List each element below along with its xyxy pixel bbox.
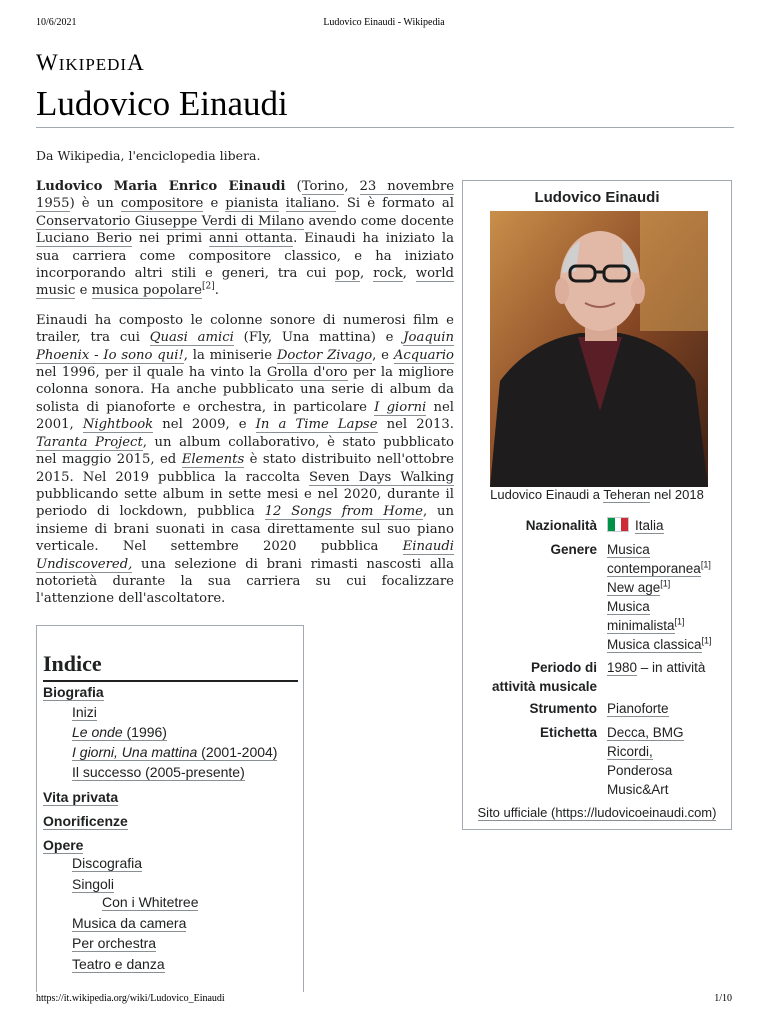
toc-item[interactable]: [72, 855, 142, 871]
text: Einaudi ha composto le colonne sonore di numerosi film e trailer, tra cui: [36, 312, 454, 346]
label-genere: Genere: [550, 542, 597, 557]
text: 12 Songs from Home: [264, 504, 423, 520]
link-genre-contemporanea[interactable]: [607, 542, 701, 577]
text: – in attività: [637, 660, 706, 675]
flag-stripe: [615, 518, 622, 531]
label-etichetta: Etichetta: [539, 725, 597, 740]
tagline: Da Wikipedia, l'enciclopedia libera.: [36, 148, 261, 163]
table-of-contents: [36, 625, 304, 992]
text: , la miniserie: [183, 347, 277, 363]
print-date: 10/6/2021: [36, 17, 77, 28]
text: Music&Art: [607, 782, 669, 797]
text: Ricordi,: [607, 744, 653, 759]
subject-name: Ludovico Maria Enrico Einaudi: [36, 179, 286, 194]
link-nightbook[interactable]: [83, 417, 153, 433]
wordmark-last: A: [127, 50, 145, 75]
link-decca-bmg-ricordi[interactable]: [607, 725, 684, 760]
toc-title: Indice: [43, 651, 298, 682]
link-teheran[interactable]: Teheran: [603, 487, 651, 502]
toc-link[interactable]: [72, 764, 245, 781]
text: Periodo di: [530, 660, 597, 675]
toc-label: Con i Whitetree: [102, 894, 199, 910]
wordmark-first: W: [36, 50, 59, 75]
toc-item[interactable]: [72, 704, 97, 720]
toc-label: Singoli: [72, 876, 115, 892]
text: nel 2013.: [377, 417, 454, 433]
print-title: Ludovico Einaudi - Wikipedia: [323, 17, 445, 28]
text: Quasi amici: [149, 330, 234, 346]
link-italia[interactable]: Italia: [635, 518, 664, 533]
link-world-music[interactable]: world music: [36, 266, 454, 299]
toc-link[interactable]: [43, 837, 83, 854]
text: .: [214, 283, 219, 299]
toc-label: Onorificenze: [43, 813, 128, 829]
text: ,: [402, 266, 416, 282]
label-nazionalita: Nazionalità: [525, 518, 597, 533]
genre-item: [607, 597, 729, 635]
toc-item[interactable]: [43, 684, 104, 700]
link-doctor-zivago[interactable]: [277, 348, 372, 364]
toc-item[interactable]: [72, 956, 165, 972]
photo-caption: [463, 487, 731, 502]
toc-link[interactable]: [72, 744, 277, 761]
genre-item: [607, 540, 729, 578]
toc-link[interactable]: [43, 813, 128, 830]
text: Musica: [607, 599, 650, 614]
infobox: [462, 180, 732, 830]
label-strumento: Strumento: [529, 701, 597, 716]
text: In a Time Lapse: [255, 417, 378, 433]
link-genre-classica[interactable]: Musica classica: [607, 637, 702, 652]
portrait-photo[interactable]: [490, 211, 708, 487]
value-etichetta: [607, 723, 729, 799]
toc-item[interactable]: [72, 915, 186, 931]
link-rock[interactable]: rock: [373, 266, 403, 282]
link-anni-ottanta[interactable]: anni ottanta: [209, 231, 294, 247]
toc-label: Discografia: [72, 855, 143, 871]
toc-link[interactable]: [72, 956, 165, 973]
toc-label: Le onde: [72, 724, 123, 740]
text: Ludovico Einaudi a: [490, 487, 604, 502]
wordmark-middle: IKIPEDI: [58, 55, 128, 74]
text: pubblicando sette album in sette mesi e nel 2020, durante il periodo di lockdown, pubblica: [36, 486, 454, 520]
text: Nightbook: [82, 417, 154, 433]
reference-2[interactable]: [2]: [201, 282, 215, 293]
intro-paragraph: [36, 178, 454, 300]
article-body: [36, 178, 454, 620]
toc-item[interactable]: [43, 813, 128, 829]
italy-flag-icon: [607, 517, 629, 532]
text: avendo come docente: [304, 213, 454, 229]
value-nazionalita: [607, 516, 729, 535]
text: e: [75, 283, 92, 299]
genre-item: [607, 635, 729, 654]
flag-stripe: [621, 518, 628, 531]
toc-link[interactable]: [72, 935, 156, 952]
link-berio[interactable]: Luciano Berio: [36, 231, 133, 247]
text: nel 2001,: [36, 399, 454, 433]
toc-label: Biografia: [43, 684, 104, 700]
text: . Si è formato al: [335, 196, 455, 212]
link-genre-new-age[interactable]: New age: [607, 580, 661, 595]
reference-1[interactable]: [1]: [700, 559, 711, 570]
toc-label: I giorni, Una mattina: [72, 744, 198, 760]
link-taranta-project[interactable]: [36, 435, 143, 451]
infobox-title: Ludovico Einaudi: [534, 189, 660, 206]
text: nei primi: [132, 231, 210, 247]
link-italiano[interactable]: italiano: [285, 196, 336, 212]
toc-link[interactable]: [43, 789, 118, 806]
toc-label: Teatro e danza: [72, 956, 165, 972]
link-pop[interactable]: pop: [335, 266, 361, 282]
toc-item[interactable]: [43, 837, 83, 853]
print-page-number: 1/10: [714, 993, 732, 1004]
text: ,: [360, 266, 374, 282]
text: Elements: [181, 452, 245, 468]
text: , un album collaborativo, è stato pubblicato nel maggio 2015, ed: [36, 434, 454, 468]
toc-label: Vita privata: [43, 789, 119, 805]
toc-link[interactable]: [102, 894, 198, 911]
link-birth-date[interactable]: 23 novembre 1955: [36, 179, 455, 212]
text: e: [203, 196, 226, 212]
toc-link[interactable]: [72, 724, 167, 741]
toc-label: Opere: [43, 837, 84, 853]
text: Doctor Zivago: [276, 347, 373, 363]
text: [279, 196, 286, 211]
print-url: https://it.wikipedia.org/wiki/Ludovico_Einaudi: [36, 993, 225, 1004]
link-in-a-time-lapse[interactable]: [256, 417, 378, 433]
toc-link[interactable]: [72, 915, 186, 932]
text: una selezione di brani rimasti nascosti alla notorietà durante la sua carriera su cui focalizzare l'attenzione dell'ascoltatore.: [36, 556, 454, 607]
toc-label: Inizi: [72, 704, 97, 720]
text: Decca, BMG: [607, 725, 684, 740]
link-i-giorni[interactable]: [374, 400, 426, 416]
toc-item[interactable]: [102, 894, 198, 910]
toc-link[interactable]: [72, 876, 114, 893]
link-acquario[interactable]: [394, 348, 454, 364]
link-seven-days-walking[interactable]: Seven Days Walking: [309, 469, 454, 485]
toc-label: Musica da camera: [72, 915, 187, 931]
value-strumento: [607, 699, 729, 718]
toc-label: Il successo (2005-presente): [72, 764, 245, 780]
link-genre-minimalista[interactable]: [607, 599, 675, 634]
reference-1[interactable]: [1]: [674, 616, 685, 627]
text[interactable]: Sito ufficiale (https://ludovicoeinaudi.com): [477, 805, 717, 820]
link-conservatorio[interactable]: Conservatorio Giuseppe Verdi di Milano: [36, 213, 305, 229]
toc-item[interactable]: [72, 764, 245, 780]
text: Einaudi Undiscovered,: [36, 539, 454, 572]
text: (: [285, 179, 302, 194]
print-footer: [36, 993, 732, 1007]
text: per la migliore colonna sonora. Ha anche pubblicato una serie di album da solista di pianoforte e orchestra, in particolare: [36, 365, 454, 415]
value-genere: [607, 540, 729, 654]
text: nel 2009, e: [153, 417, 256, 433]
link-elements[interactable]: [182, 452, 245, 468]
text: ) è un: [69, 196, 121, 212]
text: . Einaudi ha iniziato la sua carriera come compositore classico, e ha iniziato incorporando altri stili e generi, tra cui: [36, 231, 454, 282]
value-periodo: [607, 658, 729, 677]
toc-item[interactable]: [72, 876, 114, 892]
toc-item[interactable]: [72, 935, 156, 951]
toc-suffix: (2001-2004): [197, 744, 278, 760]
text: Musica: [607, 542, 650, 557]
toc-item[interactable]: [43, 789, 118, 805]
toc-suffix: (1996): [122, 724, 167, 740]
link-pianista[interactable]: pianista: [225, 196, 279, 212]
toc-link[interactable]: [72, 704, 97, 721]
text: Acquario: [393, 347, 454, 363]
text: , e: [372, 347, 394, 363]
toc-link[interactable]: [43, 684, 104, 701]
link-pianoforte[interactable]: Pianoforte: [607, 701, 669, 716]
toc-item[interactable]: [72, 744, 277, 760]
link-grolla-doro[interactable]: Grolla d'oro: [266, 365, 348, 381]
toc-label: Per orchestra: [72, 935, 157, 951]
flag-stripe: [608, 518, 615, 531]
link-compositore[interactable]: compositore: [120, 196, 204, 212]
text: minimalista: [607, 618, 675, 633]
reference-1[interactable]: [1]: [660, 578, 671, 589]
link-1980[interactable]: 1980: [607, 660, 638, 675]
official-site-link[interactable]: [463, 805, 731, 820]
link-quasi-amici[interactable]: [150, 330, 234, 346]
text: è stato distribuito nell'ottobre 2015. Nel 2019 pubblica la raccolta: [36, 452, 454, 485]
text: ,: [344, 179, 360, 194]
text: contemporanea: [607, 561, 701, 576]
link-12-songs-from-home[interactable]: [265, 504, 423, 520]
toc-link[interactable]: [72, 855, 142, 872]
career-paragraph: [36, 312, 454, 608]
reference-1[interactable]: [1]: [701, 635, 712, 646]
text: Taranta Project: [36, 434, 143, 450]
label-periodo: [467, 658, 597, 696]
text: nel 1996, per il quale ha vinto la: [36, 365, 267, 381]
page-title: Ludovico Einaudi: [36, 84, 734, 128]
link-musica-popolare[interactable]: musica popolare: [91, 283, 202, 299]
link-torino[interactable]: Torino: [301, 179, 345, 194]
wikipedia-wordmark[interactable]: [36, 50, 145, 76]
toc-item[interactable]: [72, 724, 167, 740]
text: I giorni: [374, 399, 427, 415]
text: Ponderosa: [607, 763, 673, 778]
print-header: [36, 17, 732, 31]
text: nel 2018: [650, 487, 704, 502]
text: , un insieme di brani suonati in casa direttamente sul suo piano verticale. Nel settembre 2020 pubblica: [36, 504, 454, 555]
text: (Fly, Una mattina) e: [233, 330, 404, 346]
genre-item: [607, 578, 729, 597]
text: Joaquin Phoenix - Io sono qui!: [36, 330, 454, 363]
text: attività musicale: [491, 679, 597, 694]
